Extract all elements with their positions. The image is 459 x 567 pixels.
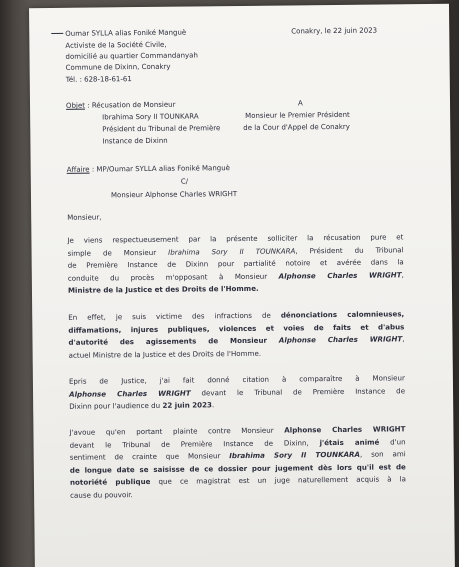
- paragraph-4: [69, 423, 406, 502]
- p4-line-6: cause du pouvoir.: [70, 490, 133, 500]
- affaire-text-1: : MP/Oumar SYLLA alias Foniké Manguè: [91, 164, 230, 174]
- objet-label: Objet: [65, 101, 86, 110]
- paragraph-2: [68, 308, 405, 362]
- p2-text: ,: [402, 334, 405, 344]
- p2-line-2: diffamations, injures publiques, violences et voies de faits et d'abus: [68, 321, 405, 335]
- judge-name: Ibrahima Sory II TOUNKARA: [168, 246, 296, 257]
- p1-text: ,: [401, 270, 404, 280]
- underline-dash: [51, 33, 63, 34]
- p1-line-5: Ministre de la Justice et des Droits de l'Homme.: [67, 284, 259, 296]
- sender-address-2: Commune de Dixinn, Conakry: [65, 62, 171, 72]
- objet-text-2: Ibrahima Sory II TOUNKARA: [102, 112, 199, 122]
- objet-addressee-3: de la Cour d'Appel de Conakry: [243, 122, 350, 132]
- p3-line-3: [69, 397, 405, 413]
- objet-text-1: : Récusation de Monsieur: [87, 100, 176, 110]
- affaire-label: Affaire: [66, 165, 90, 174]
- judge-name: Ibrahima Sory II TOUNKARA: [229, 449, 361, 461]
- sender-address-1: domicilié au quartier Commandanyah: [65, 51, 198, 61]
- p4-text: J'avoue qu'en portant plainte contre Monsieur: [69, 425, 285, 437]
- p4-text: que ce magistrat est un juge naturellement acquis à la: [150, 474, 407, 487]
- p3-text: devant le Tribunal de Première Instance de: [190, 385, 406, 398]
- p1-text: , Président du Tribunal: [295, 244, 404, 256]
- objet-text-4: Instance de Dixinn: [102, 136, 168, 146]
- minister-name: Alphonse Charles WRIGHT: [278, 334, 403, 345]
- hearing-date: 22 juin 2023: [162, 400, 212, 411]
- p2-bold: d'autorité des agissements de Monsieur: [68, 335, 279, 347]
- p4-text: sentiment de crainte que Monsieur: [69, 451, 230, 462]
- affaire-line-1: [67, 164, 230, 175]
- p4-bold: notoriété publique: [69, 477, 151, 488]
- objet-addressee-2: Monsieur le Premier Président: [245, 110, 350, 120]
- objet-text-3: Président du Tribunal de Première: [102, 124, 221, 134]
- sender-role: Activiste de la Société Civile,: [65, 40, 167, 50]
- p2-bold: dénonciations calomnieuses,: [280, 309, 405, 320]
- p3-text: Dixinn pour l'audience du: [69, 401, 163, 411]
- p4-line-4: de longue date se saisisse de ce dossier pour jugement dès lors qu'il est de: [69, 462, 406, 475]
- sender-name: Oumar SYLLA alias Foniké Manguè: [65, 28, 187, 38]
- p2-text: En effet, je suis victime des infractions de: [68, 310, 281, 322]
- minister-name: Alphonse Charles WRIGHT: [278, 270, 402, 281]
- salutation: Monsieur,: [67, 213, 102, 222]
- objet-addressee-a: A: [297, 99, 303, 108]
- p3-text: .: [211, 400, 215, 410]
- affaire-contre: C/: [180, 177, 189, 186]
- objet-line-1: [66, 101, 176, 111]
- paragraph-3: [69, 372, 405, 413]
- minister-name: Alphonse Charles WRIGHT: [284, 424, 406, 435]
- affaire-text-3: Monsieur Alphonse Charles WRIGHT: [110, 190, 238, 200]
- p4-text: d'un: [379, 436, 406, 447]
- minister-name: Alphonse Charles WRIGHT: [69, 388, 191, 399]
- date-place: Conakry, le 22 juin 2023: [291, 26, 378, 36]
- p4-bold: j'étais animé: [319, 437, 380, 447]
- p2-line-4: actuel Ministre de la Justice et des Droits de l'Homme.: [68, 348, 262, 360]
- paragraph-1: [67, 231, 404, 297]
- p4-text: , son ami: [359, 449, 406, 459]
- letter-page: [29, 4, 455, 567]
- sender-phone: Tél. : 628-18-61-61: [65, 75, 132, 84]
- sender-name-line: [51, 29, 186, 39]
- p1-text: conduite du procès m'opposant à Monsieur: [67, 271, 279, 283]
- p1-text: simple de Monsieur: [67, 247, 169, 258]
- p1-line-1: Je viens respectueusement par la présente solliciter la récusation pure et: [67, 232, 404, 245]
- p3-line-1: Epris de Justice, j'ai fait donné citation à comparaître à Monsieur: [68, 373, 405, 386]
- p4-text: devant le Tribunal de Première Instance de Dixinn,: [69, 437, 320, 450]
- p1-line-3: de Première Instance de Dixinn pour partialité notoire et avérée dans la: [67, 257, 404, 270]
